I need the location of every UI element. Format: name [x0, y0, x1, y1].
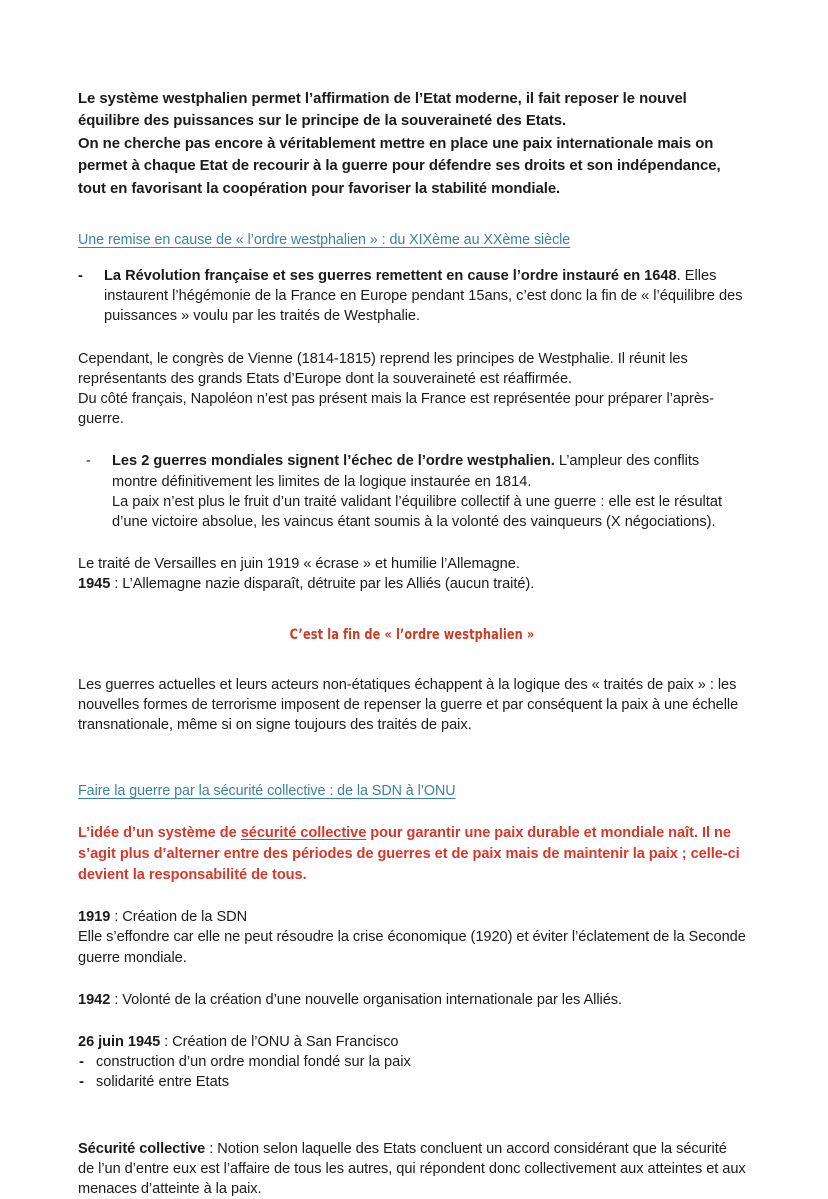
section-heading-remise-en-cause: Une remise en cause de « l’ordre westphalien » : du XIXème au XXème siècle [78, 232, 571, 249]
spacer [78, 1093, 746, 1123]
list-item [78, 1072, 746, 1092]
spacer [78, 250, 746, 266]
red-banner-fin-ordre-westphalien: C’est la fin de « l’ordre westphalien » [289, 626, 535, 643]
bullet-body-text: L’ampleur des conflits montre définitivement les limites de la logique instaurée en 1814. [112, 453, 700, 490]
bullet-body-text-line2: La paix n’est plus le fruit d’un traité validant l’équilibre collectif à une guerre : elle est le résultat d’une victoire absolue, les vaincus étant soumis à la volonté des vainqueurs (X négociations). [112, 493, 723, 531]
paragraph-congres-de-vienne: Cependant, le congrès de Vienne (1814-1815) reprend les principes de Westphalie. Il réunit les représentants des grands Etats d’Europe dont la souveraineté est réaffirmée. [78, 350, 688, 387]
spacer [78, 1123, 746, 1139]
definition-term: Sécurité collective [78, 1140, 206, 1157]
red-paragraph-part1: L’idée d’un système de [78, 825, 241, 842]
year-label-1942: 1942 [78, 991, 111, 1008]
year-label-1919: 1919 [78, 909, 111, 926]
spacer [78, 200, 746, 230]
bullet-dash-icon: - [79, 1052, 84, 1070]
paragraph-guerres-actuelles: Les guerres actuelles et leurs acteurs non-étatiques échappent à la logique des « traités de paix » : les nouvelles formes de terrorisme imposent de repenser la guerre et par conséquent la paix à une échelle transnationale, même si on signe toujours des traités de paix. [78, 676, 739, 734]
red-paragraph-part2: pour garantir une paix durable et mondiale naît. Il ne s’agit plus d’alterner entre des périodes de guerres et de paix mais de maintenir la paix ; celle-ci devient la responsabilité de tous. [78, 825, 740, 883]
spacer [78, 735, 746, 765]
paragraph-traite-versailles: Le traité de Versailles en juin 1919 « écrase » et humilie l’Allemagne. [78, 556, 520, 573]
intro-paragraph-2: On ne cherche pas encore à véritablement mettre en place une paix internationale mais on permet à chaque Etat de recourir à la guerre pour défendre ses droits et son indépendance, tout en favorisant la coopération pour favoriser la stabilité mondiale. [78, 135, 721, 197]
spacer [78, 968, 746, 990]
bullet-lead-text: Les 2 guerres mondiales signent l’échec de l’ordre westphalien. [112, 453, 555, 470]
red-paragraph-underlined-term: sécurité collective [240, 825, 367, 842]
entry-1942-text: : Volonté de la création d’une nouvelle organisation internationale par les Alliés. [110, 991, 623, 1008]
list-item [78, 1052, 746, 1072]
spacer [78, 801, 746, 823]
definition-body: : Notion selon laquelle des Etats concluent un accord considérant que la sécurité de l’un d’entre eux est l’affaire de tous les autres, qui répondent donc collectivement aux atteintes et aux menaces d’atteinte à la paix. [78, 1140, 746, 1198]
spacer [78, 327, 746, 349]
spacer [78, 645, 746, 675]
section-heading-securite-collective: Faire la guerre par la sécurité collective : de la SDN à l’ONU [78, 783, 456, 800]
entry-1919-detail: Elle s’effondre car elle ne peut résoudre la crise économique (1920) et éviter l’éclatement de la Seconde guerre mondiale. [78, 929, 746, 966]
intro-paragraph-1: Le système westphalien permet l’affirmation de l’Etat moderne, il fait reposer le nouvel équilibre des puissances sur le principe de la souveraineté des Etats. [78, 91, 687, 130]
onu-principles-list [78, 1052, 746, 1092]
spacer [78, 532, 746, 554]
bullet-body-text: . Elles instaurent l’hégémonie de la France en Europe pendant 15ans, c’est donc la fin de « l’équilibre des puissances » voulu par les traités de Westphalie. [104, 268, 743, 325]
list-item-label: solidarité entre Etats [96, 1074, 230, 1091]
paragraph-idee-securite-collective [78, 823, 746, 885]
bullet-dash-icon: - [86, 453, 91, 470]
year-label-1945: 1945 [78, 576, 111, 593]
spacer [78, 1010, 746, 1032]
bullet-guerres-mondiales-suite [78, 492, 746, 532]
list-item-label: construction d’un ordre mondial fondé sur la paix [96, 1054, 411, 1071]
document-body [78, 88, 746, 1199]
spacer [78, 885, 746, 907]
paragraph-napoleon: Du côté français, Napoléon n’est pas présent mais la France est représentée pour préparer l’après-guerre. [78, 391, 714, 428]
bullet-dash-icon: - [78, 268, 83, 285]
spacer [78, 595, 746, 625]
spacer [78, 765, 746, 781]
bullet-revolution-francaise [78, 266, 746, 327]
entry-1919 [78, 907, 746, 927]
entry-1945-text: : Création de l’ONU à San Francisco [160, 1034, 399, 1051]
bullet-dash-icon: - [79, 1072, 84, 1090]
bullet-lead-text: La Révolution française et ses guerres remettent en cause l’ordre instauré en 1648 [104, 268, 677, 285]
spacer [78, 429, 746, 451]
entry-26-juin-1945 [78, 1032, 746, 1052]
date-label-26-juin-1945: 26 juin 1945 [78, 1034, 161, 1051]
definition-securite-collective [78, 1139, 746, 1199]
bullet-guerres-mondiales [78, 451, 746, 491]
entry-1919-text: : Création de la SDN [110, 909, 248, 926]
year-1945-text: : L’Allemagne nazie disparaît, détruite par les Alliés (aucun traité). [110, 576, 535, 593]
paragraph-1945-allemagne [78, 574, 746, 594]
entry-1942 [78, 990, 746, 1010]
